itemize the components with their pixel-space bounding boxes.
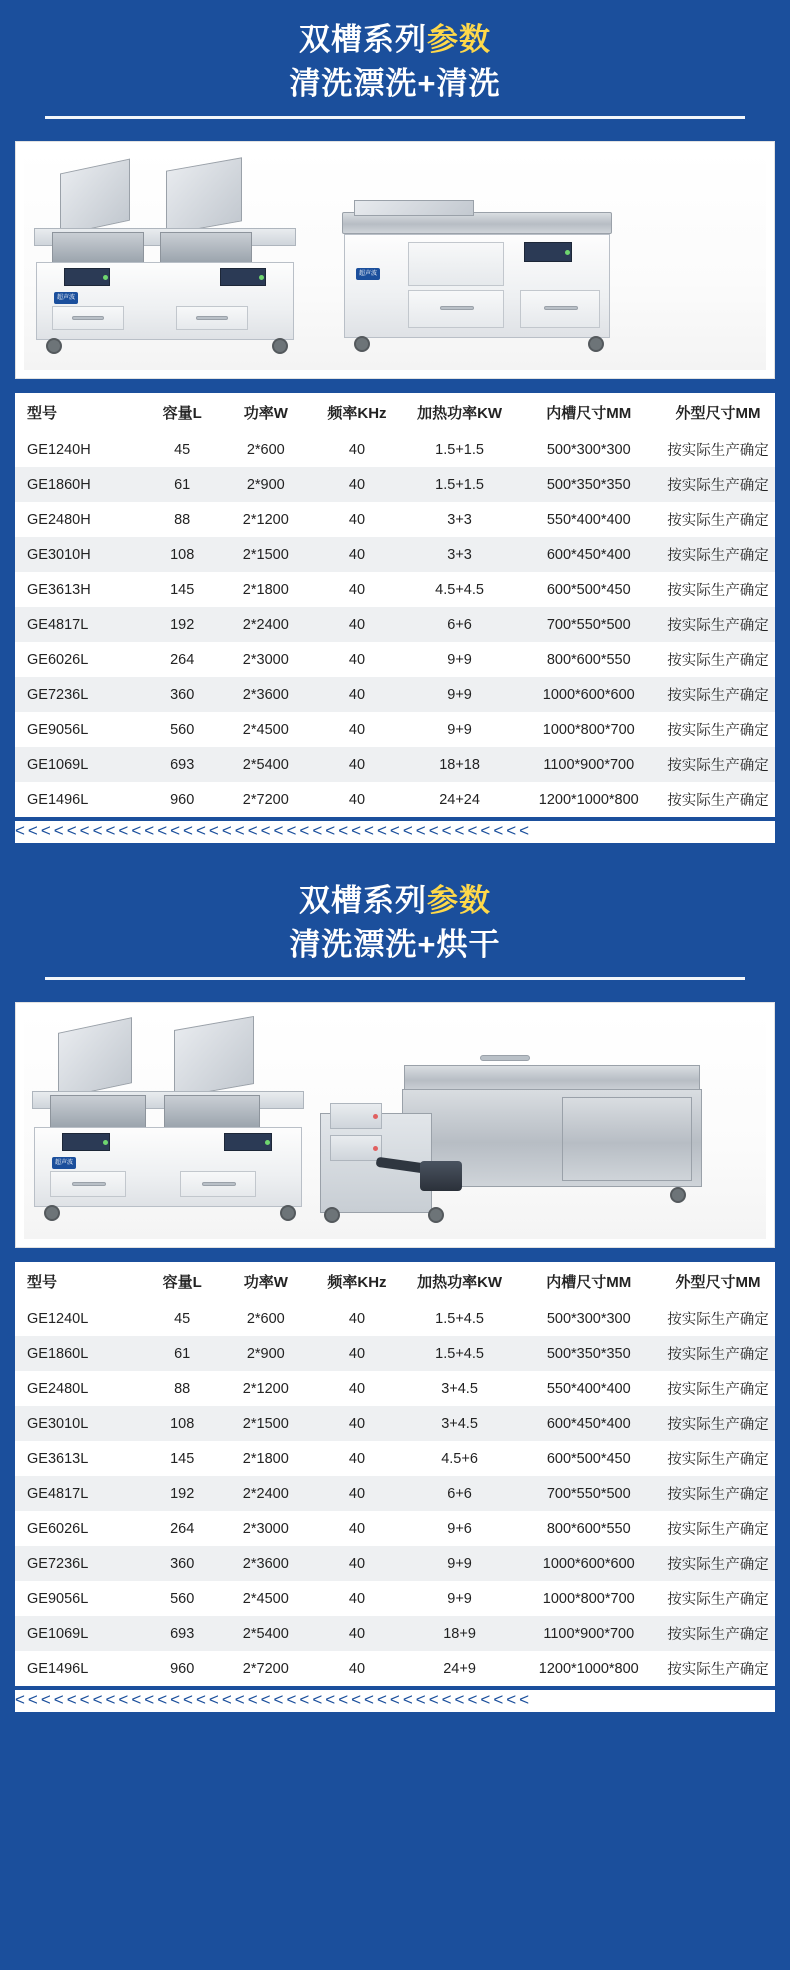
cell-model: GE1496L xyxy=(27,1660,89,1677)
cell-value: 3+3 xyxy=(447,511,472,528)
table-row xyxy=(15,747,775,782)
col-header-inner-size: 内槽尺寸MM xyxy=(517,393,661,432)
table-row xyxy=(15,1301,775,1336)
brand-badge-1: 超声波 xyxy=(54,292,78,304)
cell-value: 40 xyxy=(348,1555,366,1572)
cell-value: 600*500*450 xyxy=(546,1450,631,1467)
cell-value: 6+6 xyxy=(447,616,472,633)
col-header-capacity-2: 容量L xyxy=(144,1262,220,1301)
table-row xyxy=(15,502,775,537)
table-row xyxy=(15,677,775,712)
table-row xyxy=(15,1441,775,1476)
cell-model: GE1069L xyxy=(27,756,89,773)
cell-value: 2*3000 xyxy=(242,1520,289,1537)
spec-table-1-wrap xyxy=(15,393,775,817)
brand-badge-2: 超声波 xyxy=(356,268,380,280)
tank-door-panel xyxy=(562,1097,692,1181)
wash-tank-3 xyxy=(50,1095,146,1129)
cell-value: 40 xyxy=(348,791,366,808)
filter-control-box-1 xyxy=(330,1103,382,1129)
cell-value: 264 xyxy=(170,1520,195,1537)
col-header-outer-size-2: 外型尺寸MM xyxy=(661,1262,775,1301)
table-header-row-2 xyxy=(15,1262,775,1301)
col-header-heating-power-2: 加热功率KW xyxy=(403,1262,517,1301)
cell-value: 按实际生产确定 xyxy=(667,653,769,669)
cell-value: 192 xyxy=(170,1485,195,1502)
cell-model: GE7236L xyxy=(27,1555,89,1572)
cell-value: 40 xyxy=(348,1660,366,1677)
cell-value: 693 xyxy=(170,756,195,773)
cell-value: 2*3000 xyxy=(242,651,289,668)
cell-model: GE9056L xyxy=(27,721,89,738)
section-gap xyxy=(0,843,790,861)
cell-value: 145 xyxy=(170,581,195,598)
cell-value: 360 xyxy=(170,686,195,703)
cell-value: 1000*800*700 xyxy=(542,721,635,738)
cell-value: 800*600*550 xyxy=(546,1520,631,1537)
table-row xyxy=(15,1511,775,1546)
caster-10 xyxy=(428,1207,444,1223)
cell-value: 45 xyxy=(174,441,191,458)
title-line-2-b: 清洗漂洗+烘干 xyxy=(289,927,501,962)
cell-value: 360 xyxy=(170,1555,195,1572)
cell-value: 2*1800 xyxy=(242,1450,289,1467)
cell-value: 960 xyxy=(170,791,195,808)
cell-model: GE3613H xyxy=(27,581,91,598)
cell-value: 40 xyxy=(348,1310,366,1327)
cell-value: 1000*600*600 xyxy=(542,686,635,703)
drawer-handle-3 xyxy=(440,306,474,310)
cell-value: 24+9 xyxy=(443,1660,476,1677)
cell-value: 按实际生产确定 xyxy=(667,478,769,494)
cell-value: 40 xyxy=(348,1590,366,1607)
cell-value: 960 xyxy=(170,1660,195,1677)
cell-value: 9+9 xyxy=(447,721,472,738)
cell-value: 108 xyxy=(170,1415,195,1432)
tank-lid-left-2 xyxy=(58,1017,132,1099)
col-header-frequency-2: 频率KHz xyxy=(311,1262,402,1301)
caster-1 xyxy=(46,338,62,354)
cell-model: GE3010L xyxy=(27,1415,89,1432)
cell-value: 40 xyxy=(348,1380,366,1397)
control-panel-1 xyxy=(64,268,110,286)
cell-value: 按实际生产确定 xyxy=(667,688,769,704)
cell-value: 按实际生产确定 xyxy=(667,723,769,739)
table-row xyxy=(15,642,775,677)
cell-model: GE9056L xyxy=(27,1590,89,1607)
cell-value: 1.5+4.5 xyxy=(435,1345,484,1362)
cell-value: 9+9 xyxy=(447,686,472,703)
cell-model: GE1860L xyxy=(27,1345,89,1362)
cell-value: 1.5+4.5 xyxy=(435,1310,484,1327)
section-wash-rinse-dry xyxy=(0,861,790,1712)
cell-value: 2*1200 xyxy=(242,511,289,528)
table-row xyxy=(15,1371,775,1406)
section-1-divider: <<<<<<<<<<<<<<<<<<<<<<<<<<<<<<<<<<<<<<<< xyxy=(15,821,775,843)
title-line-1 xyxy=(0,18,790,62)
cell-value: 500*350*350 xyxy=(546,1345,631,1362)
cell-value: 按实际生产确定 xyxy=(667,1452,769,1468)
table-row xyxy=(15,712,775,747)
cell-value: 88 xyxy=(174,1380,191,1397)
cell-value: 2*4500 xyxy=(242,721,289,738)
cell-value: 2*7200 xyxy=(242,791,289,808)
cell-value: 2*3600 xyxy=(242,1555,289,1572)
cell-value: 9+9 xyxy=(447,1590,472,1607)
cell-value: 1200*1000*800 xyxy=(538,791,639,808)
cell-model: GE6026L xyxy=(27,651,89,668)
cell-value: 按实际生产确定 xyxy=(667,1627,769,1643)
spec-table-2-wrap xyxy=(15,1262,775,1686)
machine-photo-2 xyxy=(24,1011,766,1239)
cell-value: 40 xyxy=(348,1345,366,1362)
drawer-handle-2 xyxy=(196,316,228,320)
cell-value: 600*450*400 xyxy=(546,546,631,563)
cell-model: GE4817L xyxy=(27,616,89,633)
caster-6 xyxy=(280,1205,296,1221)
control-panel-2 xyxy=(220,268,266,286)
tank-lid-left xyxy=(60,159,130,236)
cell-value: 1000*800*700 xyxy=(542,1590,635,1607)
cell-value: 2*7200 xyxy=(242,1660,289,1677)
cell-value: 按实际生产确定 xyxy=(667,1312,769,1328)
table-row xyxy=(15,1476,775,1511)
table-row xyxy=(15,607,775,642)
control-panel-4 xyxy=(62,1133,110,1151)
cell-value: 2*600 xyxy=(246,441,285,458)
drawer-handle-1 xyxy=(72,316,104,320)
cell-value: 600*500*450 xyxy=(546,581,631,598)
cell-value: 40 xyxy=(348,686,366,703)
table-row xyxy=(15,537,775,572)
cell-value: 40 xyxy=(348,721,366,738)
cell-value: 4.5+6 xyxy=(441,1450,478,1467)
cell-value: 2*1500 xyxy=(242,546,289,563)
cell-value: 800*600*550 xyxy=(546,651,631,668)
cell-model: GE1069L xyxy=(27,1625,89,1642)
title-divider-rule xyxy=(45,116,745,119)
table-row xyxy=(15,782,775,817)
cell-value: 按实际生产确定 xyxy=(667,513,769,529)
cell-value: 2*1800 xyxy=(242,581,289,598)
table-row xyxy=(15,467,775,502)
cell-value: 按实际生产确定 xyxy=(667,793,769,809)
cell-model: GE1240H xyxy=(27,441,91,458)
cell-value: 40 xyxy=(348,616,366,633)
cell-value: 1100*900*700 xyxy=(543,1625,635,1642)
table-header-row xyxy=(15,393,775,432)
col-header-inner-size-2: 内槽尺寸MM xyxy=(517,1262,661,1301)
cell-value: 40 xyxy=(348,1450,366,1467)
cell-value: 1200*1000*800 xyxy=(538,1660,639,1677)
cell-value: 按实际生产确定 xyxy=(667,1347,769,1363)
col-header-capacity: 容量L xyxy=(144,393,220,432)
spec-table-2 xyxy=(15,1262,775,1686)
col-header-power-2: 功率W xyxy=(220,1262,311,1301)
machine-photo-1 xyxy=(24,150,766,370)
cell-value: 40 xyxy=(348,441,366,458)
spec-table-1 xyxy=(15,393,775,817)
cell-value: 3+4.5 xyxy=(441,1415,478,1432)
cell-value: 1100*900*700 xyxy=(543,756,635,773)
cell-value: 18+18 xyxy=(439,756,480,773)
col-header-heating-power: 加热功率KW xyxy=(403,393,517,432)
table-row xyxy=(15,1406,775,1441)
cell-value: 40 xyxy=(348,756,366,773)
cell-value: 700*550*500 xyxy=(546,616,631,633)
cell-model: GE7236L xyxy=(27,686,89,703)
closed-lid xyxy=(354,200,474,216)
cell-model: GE2480H xyxy=(27,511,91,528)
cell-value: 4.5+4.5 xyxy=(435,581,484,598)
cell-value: 264 xyxy=(170,651,195,668)
cell-value: 按实际生产确定 xyxy=(667,1557,769,1573)
cell-value: 500*300*300 xyxy=(546,441,631,458)
tank-lid-right-2 xyxy=(174,1016,254,1098)
cell-value: 560 xyxy=(170,721,195,738)
tank-lid-right xyxy=(166,157,242,234)
cell-value: 2*5400 xyxy=(242,756,289,773)
section-wash-rinse-wash xyxy=(0,0,790,843)
cell-model: GE3613L xyxy=(27,1450,89,1467)
cell-value: 40 xyxy=(348,1625,366,1642)
cell-value: 2*2400 xyxy=(242,616,289,633)
cell-value: 550*400*400 xyxy=(546,1380,631,1397)
cell-value: 按实际生产确定 xyxy=(667,618,769,634)
spec-table-2-body xyxy=(15,1301,775,1686)
caster-4 xyxy=(588,336,604,352)
cell-value: 61 xyxy=(174,476,191,493)
cell-value: 按实际生产确定 xyxy=(667,583,769,599)
cell-value: 3+3 xyxy=(447,546,472,563)
filter-control-box-2 xyxy=(330,1135,382,1161)
cell-model: GE2480L xyxy=(27,1380,89,1397)
col-header-model-2: 型号 xyxy=(15,1262,144,1301)
section-2-divider: <<<<<<<<<<<<<<<<<<<<<<<<<<<<<<<<<<<<<<<< xyxy=(15,1690,775,1712)
cell-value: 1.5+1.5 xyxy=(435,476,484,493)
cell-value: 40 xyxy=(348,546,366,563)
wash-tank-2 xyxy=(160,232,252,264)
cell-value: 按实际生产确定 xyxy=(667,1662,769,1678)
table-row xyxy=(15,1651,775,1686)
control-panel-3 xyxy=(524,242,572,262)
table-row xyxy=(15,1581,775,1616)
cell-value: 1.5+1.5 xyxy=(435,441,484,458)
section-2-photo-card xyxy=(15,1002,775,1248)
title-accent-text: 参数 xyxy=(427,22,491,57)
col-header-model: 型号 xyxy=(15,393,144,432)
cell-value: 40 xyxy=(348,476,366,493)
cell-model: GE3010H xyxy=(27,546,91,563)
caster-3 xyxy=(354,336,370,352)
cell-value: 1000*600*600 xyxy=(542,1555,635,1572)
drawer-handle-4 xyxy=(544,306,578,310)
cell-value: 192 xyxy=(170,616,195,633)
cell-value: 按实际生产确定 xyxy=(667,1417,769,1433)
cell-value: 2*4500 xyxy=(242,1590,289,1607)
cell-model: GE1860H xyxy=(27,476,91,493)
table-row xyxy=(15,1336,775,1371)
cell-value: 108 xyxy=(170,546,195,563)
brand-badge-3: 超声波 xyxy=(52,1157,76,1169)
caster-8 xyxy=(670,1187,686,1203)
cell-value: 6+6 xyxy=(447,1485,472,1502)
cell-value: 3+4.5 xyxy=(441,1380,478,1397)
col-header-power: 功率W xyxy=(220,393,311,432)
pump-motor xyxy=(420,1161,462,1191)
cell-value: 145 xyxy=(170,1450,195,1467)
cell-value: 按实际生产确定 xyxy=(667,548,769,564)
title-main-text-2: 双槽系列 xyxy=(299,883,427,918)
drawer-handle-5 xyxy=(72,1182,106,1186)
wash-tank-4 xyxy=(164,1095,260,1129)
cell-value: 2*1200 xyxy=(242,1380,289,1397)
cell-value: 9+9 xyxy=(447,651,472,668)
caster-2 xyxy=(272,338,288,354)
title-accent-text-2: 参数 xyxy=(427,883,491,918)
col-header-outer-size: 外型尺寸MM xyxy=(661,393,775,432)
title-divider-rule-2 xyxy=(45,977,745,980)
cell-value: 61 xyxy=(174,1345,191,1362)
caster-9 xyxy=(324,1207,340,1223)
cell-value: 560 xyxy=(170,1590,195,1607)
cell-value: 40 xyxy=(348,511,366,528)
tank-lift-handle xyxy=(480,1055,530,1061)
cell-value: 按实际生产确定 xyxy=(667,1487,769,1503)
table-row xyxy=(15,572,775,607)
cell-value: 2*1500 xyxy=(242,1415,289,1432)
col-header-frequency: 频率KHz xyxy=(311,393,402,432)
cell-model: GE1240L xyxy=(27,1310,89,1327)
cell-value: 按实际生产确定 xyxy=(667,1522,769,1538)
cell-value: 9+6 xyxy=(447,1520,472,1537)
table-row xyxy=(15,1546,775,1581)
cell-value: 按实际生产确定 xyxy=(667,758,769,774)
cell-value: 2*900 xyxy=(246,476,285,493)
cell-value: 550*400*400 xyxy=(546,511,631,528)
cell-value: 45 xyxy=(174,1310,191,1327)
cell-value: 40 xyxy=(348,1415,366,1432)
cell-value: 2*5400 xyxy=(242,1625,289,1642)
cell-value: 2*600 xyxy=(246,1310,285,1327)
cell-value: 按实际生产确定 xyxy=(667,1382,769,1398)
cell-model: GE6026L xyxy=(27,1520,89,1537)
table-row xyxy=(15,1616,775,1651)
cell-model: GE4817L xyxy=(27,1485,89,1502)
title-main-text: 双槽系列 xyxy=(299,22,427,57)
drawer-handle-6 xyxy=(202,1182,236,1186)
control-panel-5 xyxy=(224,1133,272,1151)
cell-value: 24+24 xyxy=(439,791,480,808)
wash-tank-1 xyxy=(52,232,144,264)
table-row xyxy=(15,432,775,467)
cell-value: 按实际生产确定 xyxy=(667,443,769,459)
section-1-photo-card xyxy=(15,141,775,379)
cell-value: 18+9 xyxy=(443,1625,476,1642)
cell-value: 693 xyxy=(170,1625,195,1642)
cell-value: 2*2400 xyxy=(242,1485,289,1502)
section-1-title xyxy=(0,0,790,125)
title-line-1-b xyxy=(0,879,790,923)
cell-value: 500*350*350 xyxy=(546,476,631,493)
cell-value: 按实际生产确定 xyxy=(667,1592,769,1608)
cell-value: 40 xyxy=(348,1485,366,1502)
section-2-title xyxy=(0,861,790,986)
caster-5 xyxy=(44,1205,60,1221)
cell-value: 40 xyxy=(348,1520,366,1537)
cell-value: 88 xyxy=(174,511,191,528)
cell-value: 9+9 xyxy=(447,1555,472,1572)
cell-value: 700*550*500 xyxy=(546,1485,631,1502)
spec-table-1-body xyxy=(15,432,775,817)
cell-value: 2*900 xyxy=(246,1345,285,1362)
cell-value: 500*300*300 xyxy=(546,1310,631,1327)
title-line-2: 清洗漂洗+清洗 xyxy=(289,66,501,101)
cell-value: 600*450*400 xyxy=(546,1415,631,1432)
cell-value: 2*3600 xyxy=(242,686,289,703)
cell-model: GE1496L xyxy=(27,791,89,808)
drawer-3 xyxy=(408,242,504,286)
cell-value: 40 xyxy=(348,581,366,598)
cell-value: 40 xyxy=(348,651,366,668)
